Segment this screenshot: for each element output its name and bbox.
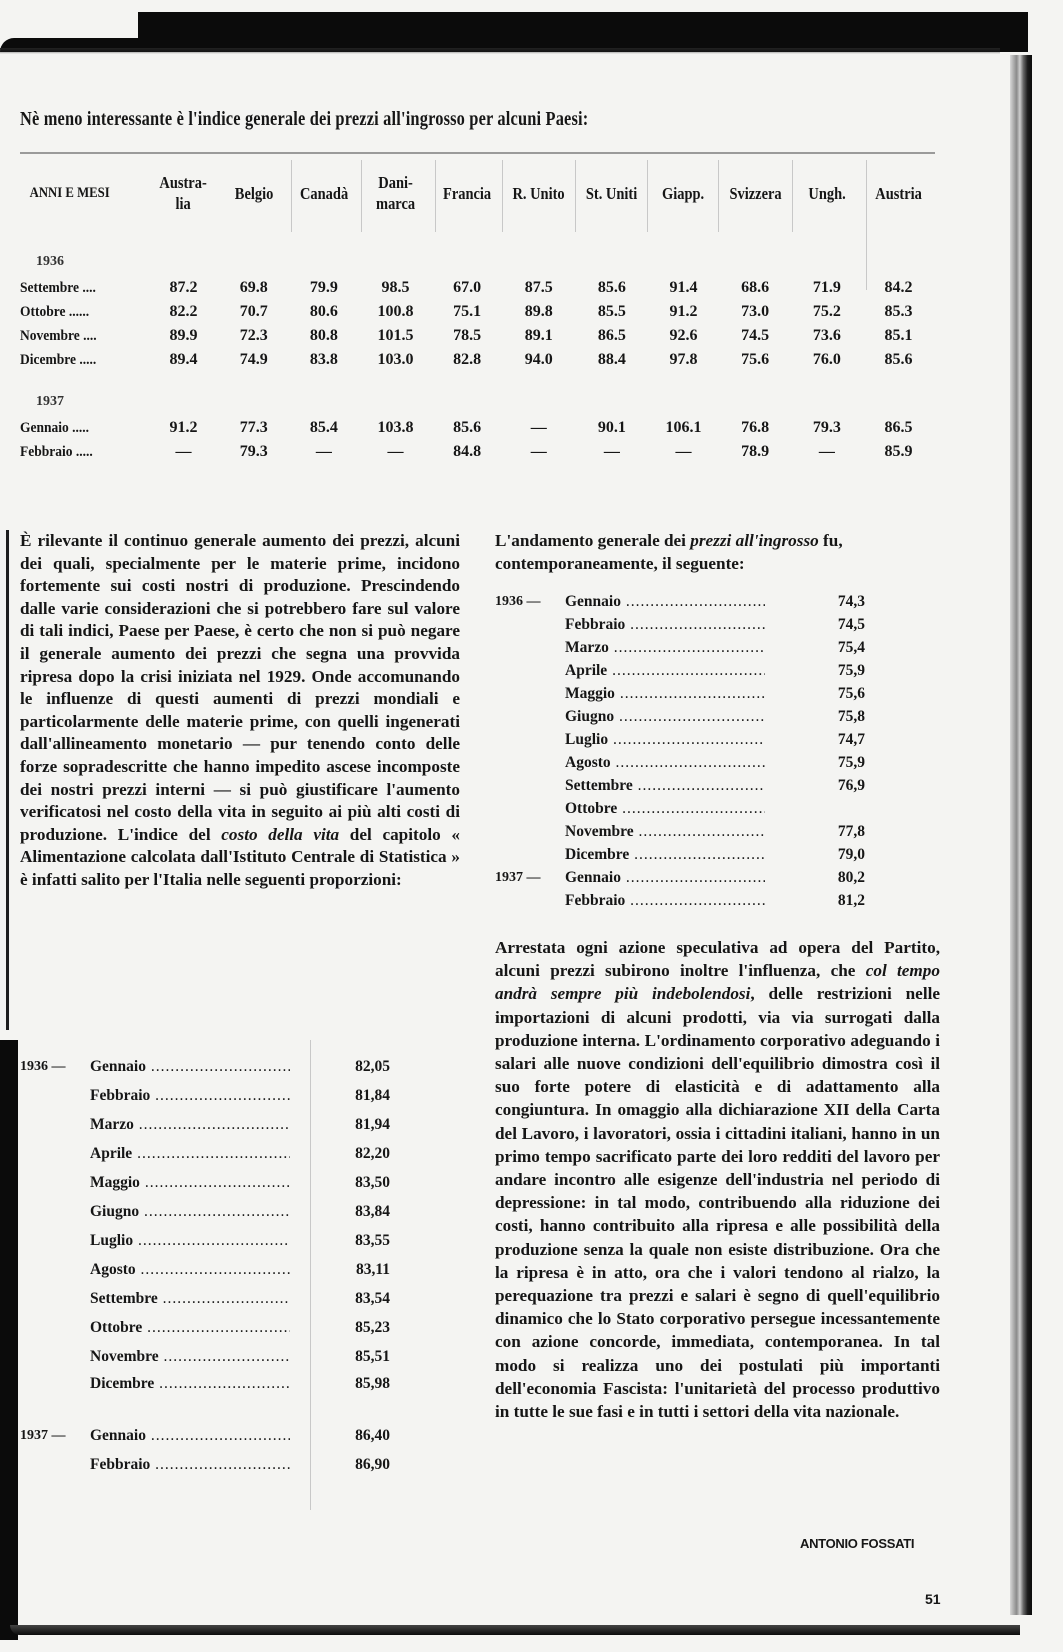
column-separator [718,160,719,232]
list-separator [310,1040,311,1510]
header-belgio: Belgio [234,183,273,203]
column-separator [435,160,436,232]
column-separator [361,160,362,232]
column-separator [792,160,793,232]
list-item: Maggio ..... 75,6 [495,682,865,705]
header-francia: Francia [443,183,492,203]
list-item: Settembre ..... 76,9 [495,774,865,797]
header-austria: Austria [875,183,922,203]
table-row: Dicembre ..... 89.4 74.9 83.8 103.0 82.8 94.0 88.4 97.8 75.6 76.0 85.6 [20,351,913,368]
wholesale-price-table [20,152,935,464]
header-r-unito: R. Unito [512,183,565,203]
cost-of-living-list [20,1052,390,1479]
list-item: Marzo ..... 81,94 [20,1110,390,1139]
list-item: Aprile ..... 75,9 [495,659,865,682]
list-item: Aprile ..... 82,20 [20,1139,390,1168]
list-item: Ottobre ..... 85,23 [20,1313,390,1342]
list-item: Febbraio ..... 81,84 [20,1081,390,1110]
wholesale-price-list [495,590,865,912]
list-item: Novembre ..... 77,8 [495,820,865,843]
list-item: Agosto ..... 75,9 [495,751,865,774]
header-australia: Austra- lia [159,173,208,213]
page-number: 51 [925,1591,941,1607]
list-item: Marzo ..... 75,4 [495,636,865,659]
header-danimarca: Dani- marca [375,173,416,213]
table-row: Ottobre ...... 82.2 70.7 80.6 100.8 75.1 89.8 85.5 91.2 73.0 75.2 85.3 [20,303,913,320]
list-item: Ottobre ..... [495,797,865,820]
header-svizzera: Svizzera [729,183,782,203]
list-item: 1936 — Gennaio ..... 74,3 [495,590,865,613]
list-item: Giugno ..... 83,84 [20,1197,390,1226]
list-item: 1937 — Gennaio ..... 80,2 [495,866,865,889]
table-year-1936: 1936 [36,254,64,269]
column-separator [502,160,503,232]
header-anni-e-mesi: ANNI E MESI [29,184,110,201]
table-row: Febbraio ..... — 79.3 — — 84.8 — — — 78.9 — 85.9 [20,443,913,460]
list-item: Giugno ..... 75,8 [495,705,865,728]
list-item: 1937 — Gennaio ..... 86,40 [20,1421,390,1450]
list-item: Maggio ..... 83,50 [20,1168,390,1197]
list-item: Luglio ..... 74,7 [495,728,865,751]
column-separator [866,160,867,290]
table-row: Settembre .... 87.2 69.8 79.9 98.5 67.0 87.5 85.6 91.4 68.6 71.9 84.2 [20,279,913,296]
list-item: Luglio ..... 83,55 [20,1226,390,1255]
table-row: Novembre .... 89.9 72.3 80.8 101.5 78.5 89.1 86.5 92.6 74.5 73.6 85.1 [20,327,913,344]
list-item: Febbraio ..... 81,2 [495,889,865,912]
list-item: Settembre ..... 83,54 [20,1284,390,1313]
right-column-paragraph: Arrestata ogni azione speculativa ad opera del Partito, alcuni prezzi subirono inoltre l'influenza, che col tempo andrà sempre più indebolendosi, delle restrizioni nelle importazioni di alcuni prodotti, via via surrogati dalla produzione interna. L'ordinamento corporativo adeguando i salari alle nuove condizioni dell'equilibrio dimostra così il suo forte potere di elasticità e di adattamento alla congiuntura. In omaggio alla dichiarazione XII della Carta del Lavoro, i lavoratori, ossia i cittadini italiani, hanno in un primo tempo sacrificato parte dei loro redditi del lavoro per andare incontro alle esigenze dell'industria nel periodo di depressione: in tal modo, contribuendo alla riduzione dei costi, hanno contribuito alla ripresa e alle possibilità della produzione senza la quale non esiste distribuzione. Ora che la ripresa è in atto, ora che i valori tendono al rialzo, la perequazione tra prezzi e salari è segno di quell'equilibrio dinamico che lo Stato corporativo persegue incessantemente con azione concorde, immediata, contemporanea. In tal modo si realizza uno dei postulati più importanti dell'economia Fascista: l'unitarietà del processo produttivo in tutte le sue fasi e in tutti i settori della vita nazionale. [495,938,940,1422]
column-separator [575,160,576,232]
right-column-intro: L'andamento generale dei prezzi all'ingrosso fu, contemporaneamente, il seguente: [495,531,843,573]
list-item: Novembre ..... 85,51 [20,1342,390,1371]
table-row: Gennaio ..... 91.2 77.3 85.4 103.8 85.6 — 90.1 106.1 76.8 79.3 86.5 [20,419,913,436]
header-canada: Canadà [299,183,348,203]
intro-sentence: Nè meno interessante è l'indice generale dei prezzi all'ingrosso per alcuni Paesi: [20,108,589,130]
column-separator [647,160,648,232]
header-st-uniti: St. Uniti [586,183,638,203]
table-header-row [20,154,935,232]
list-item: Dicembre ..... 85,98 [20,1371,390,1421]
column-separator [291,160,292,232]
list-item: 1936 — Gennaio ..... 82,05 [20,1052,390,1081]
header-giapp: Giapp. [662,183,705,203]
table-year-1937: 1937 [36,394,64,409]
author-signature: ANTONIO FOSSATI [800,1536,915,1551]
left-column-paragraph: È rilevante il continuo generale aumento dei prezzi, alcuni dei quali, specialmente per le materie prime, incidono fortemente sui costi nostri di produzione. Prescindendo dalle varie considerazioni che si potrebbero fare sul valore di tali indici, Paese per Paese, è certo che non si può negare il generale aumento dei prezzi che segna una provvida ripresa dopo la crisi iniziata nel 1929. Onde accomunando le influenze di questi aumenti di prezzi mondiali e particolarmente delle materie prime, con quelli ingenerati dall'allineamento monetario — pur tenendo conto delle forze sopradescritte che hanno impedito ascese incomposte dei nostri prezzi interni — si può giustificare l'aumento verificatosi nel costo della vita in seguito ai più alti costi di produzione. L'indice del costo della vita del capitolo « Alimentazione calcolata dall'Istituto Centrale di Statistica » è infatti salito per l'Italia nelle seguenti proporzioni: [20,531,460,889]
list-item: Febbraio ..... 74,5 [495,613,865,636]
table-body [20,254,935,464]
list-item: Febbraio ..... 86,90 [20,1450,390,1479]
header-ungh: Ungh. [808,183,846,203]
list-item: Agosto ..... 83,11 [20,1255,390,1284]
list-item: Dicembre ..... 79,0 [495,843,865,866]
